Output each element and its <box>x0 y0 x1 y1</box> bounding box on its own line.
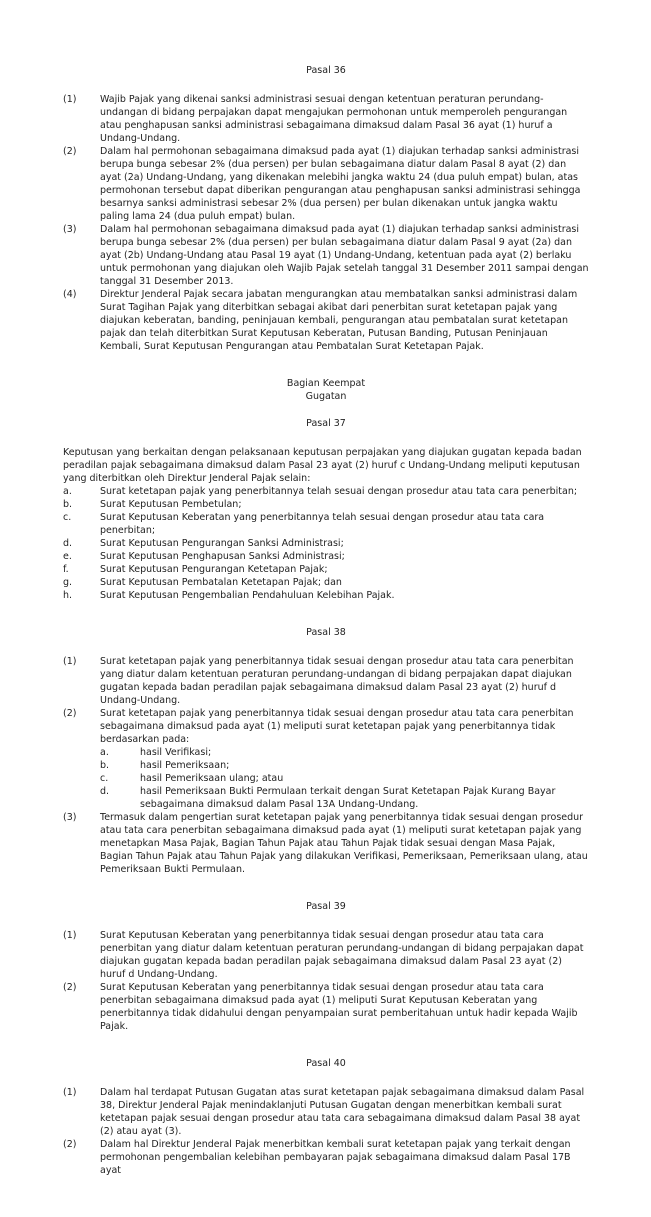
item-text: Surat Keputusan Keberatan yang penerbitannya tidak sesuai dengan prosedur atau tata cara penerbitan yang diatur dalam ketentuan peraturan perundang-undangan di bidang perpajakan dapat diajukan gugatan kepada badan peradilan pajak sebagaimana dimaksud dalam Pasal 23 ayat (2) huruf d Undang-Undang. <box>100 930 584 980</box>
item-letter: a. <box>63 486 72 497</box>
subitem-text: hasil Verifikasi; <box>140 747 212 758</box>
subitem-letter: d. <box>100 786 110 797</box>
item-text: Surat Keputusan Pengurangan Sanksi Administrasi; <box>100 538 344 549</box>
item-letter: f. <box>63 564 69 575</box>
subitem-letter: c. <box>100 773 109 784</box>
part-4-heading-line-2: Gugatan <box>305 391 347 402</box>
article-36-item-1 <box>63 93 589 145</box>
article-37-item-f <box>63 563 589 576</box>
item-number: (4) <box>63 289 77 300</box>
article-37-item-c <box>63 511 589 537</box>
item-number: (2) <box>63 1139 77 1150</box>
article-36-item-3 <box>63 223 589 288</box>
item-text: Termasuk dalam pengertian surat ketetapan pajak yang penerbitannya tidak sesuai dengan prosedur atau tata cara penerbitan sebagaimana dimaksud pada ayat (1) meliputi surat ketetapan pajak yang menetapkan Masa Pajak, Bagian Tahun Pajak atau Tahun Pajak tidak sesuai dengan Masa Pajak, Bagian Tahun Pajak atau Tahun Pajak yang dilakukan Verifikasi, Pemeriksaan, Pemeriksaan ulang, atau Pemeriksaan Bukti Permulaan. <box>100 812 588 875</box>
item-text-group <box>100 707 589 811</box>
article-37-intro: Keputusan yang berkaitan dengan pelaksanaan keputusan perpajakan yang diajukan gugatan kepada badan peradilan pajak sebagaimana dimaksud dalam Pasal 23 ayat (2) huruf c Undang-Undang meliputi keputusan yang diterbitkan oleh Direktur Jenderal Pajak selain: <box>63 447 582 484</box>
item-letter: g. <box>63 577 73 588</box>
item-text: Surat Keputusan Pembatalan Ketetapan Pajak; dan <box>100 577 342 588</box>
item-letter: c. <box>63 512 72 523</box>
article-36-body <box>63 93 589 353</box>
item-text: Surat Keputusan Keberatan yang penerbitannya tidak sesuai dengan prosedur atau tata cara penerbitan sebagaimana dimaksud pada ayat (1) meliputi Surat Keputusan Keberatan yang penerbitannya tidak didahului dengan penyampaian surat pemberitahuan untuk hadir kepada Wajib Pajak. <box>100 982 578 1032</box>
item-number: (2) <box>63 982 77 993</box>
item-number: (1) <box>63 1087 77 1098</box>
item-text: Surat ketetapan pajak yang penerbitannya tidak sesuai dengan prosedur atau tata cara penerbitan sebagaimana dimaksud pada ayat (1) meliputi surat ketetapan pajak yang penerbitannya tidak berdasarkan pada: <box>100 708 574 745</box>
item-text: Surat Keputusan Pembetulan; <box>100 499 242 510</box>
item-text: Surat Keputusan Pengurangan Ketetapan Pajak; <box>100 564 328 575</box>
article-37-item-h <box>63 589 589 602</box>
article-37-heading: Pasal 37 <box>306 418 346 429</box>
article-37-item-a <box>63 485 589 498</box>
item-number: (2) <box>63 708 77 719</box>
article-37-item-b <box>63 498 589 511</box>
article-39-body <box>63 929 589 1033</box>
article-37-item-g <box>63 576 589 589</box>
article-37-body <box>63 446 589 602</box>
article-39-item-1 <box>63 929 589 981</box>
article-36-item-2 <box>63 145 589 223</box>
item-text: Dalam hal permohonan sebagaimana dimaksud pada ayat (1) diajukan terhadap sanksi administrasi berupa bunga sebesar 2% (dua persen) per bulan sebagaimana diatur dalam Pasal 8 ayat (2) dan ayat (2a) Undang-Undang, yang dikenakan melebihi jangka waktu 24 (dua puluh empat) bulan, atas permohonan tersebut dapat diberikan pengurangan atau penghapusan sanksi administrasi sehingga besarnya sanksi administrasi sebesar 2% (dua persen) per bulan dikenakan untuk jangka waktu paling lama 24 (dua puluh empat) bulan. <box>100 146 581 222</box>
subitem-letter: b. <box>100 760 110 771</box>
part-4-heading <box>63 377 589 403</box>
item-text: Direktur Jenderal Pajak secara jabatan mengurangkan atau membatalkan sanksi administrasi dalam Surat Tagihan Pajak yang diterbitkan sebagai akibat dari penerbitan surat ketetapan pajak yang diajukan keberatan, banding, peninjauan kembali, pengurangan atau pembatalan surat ketetapan pajak dan telah diterbitkan Surat Keputusan Keberatan, Putusan Banding, Putusan Peninjauan Kembali, Surat Keputusan Pengurangan atau Pembatalan Surat Ketetapan Pajak. <box>100 289 578 352</box>
item-number: (1) <box>63 94 77 105</box>
article-38-item-2 <box>63 707 589 811</box>
item-text: Surat Keputusan Pengembalian Pendahuluan Kelebihan Pajak. <box>100 590 395 601</box>
item-text: Surat ketetapan pajak yang penerbitannya tidak sesuai dengan prosedur atau tata cara penerbitan yang diatur dalam ketentuan peraturan perundang-undangan di bidang perpajakan dapat diajukan gugatan kepada badan peradilan pajak sebagaimana dimaksud dalam Pasal 23 ayat (2) huruf d Undang-Undang. <box>100 656 574 706</box>
item-number: (3) <box>63 224 77 235</box>
article-38-item-2-sub-b <box>100 759 589 772</box>
article-38-item-2-sub-c <box>100 772 589 785</box>
item-text: Dalam hal Direktur Jenderal Pajak menerbitkan kembali surat ketetapan pajak yang terkait dengan permohonan pengembalian kelebihan pembayaran pajak sebagaimana dimaksud dalam Pasal 17B ayat <box>100 1139 571 1176</box>
article-38-item-2-sub-a <box>100 746 589 759</box>
article-38-heading: Pasal 38 <box>306 627 346 638</box>
item-text: Dalam hal permohonan sebagaimana dimaksud pada ayat (1) diajukan terhadap sanksi administrasi berupa bunga sebesar 2% (dua persen) per bulan sebagaimana diatur dalam Pasal 9 ayat (2a) dan ayat (2b) Undang-Undang atau Pasal 19 ayat (1) Undang-Undang, ketentuan pada ayat (2) berlaku untuk permohonan yang diajukan oleh Wajib Pajak setelah tanggal 31 Desember 2011 sampai dengan tanggal 31 Desember 2013. <box>100 224 589 287</box>
article-38-body <box>63 655 589 876</box>
article-38-item-1 <box>63 655 589 707</box>
subitem-letter: a. <box>100 747 109 758</box>
item-number: (1) <box>63 656 77 667</box>
subitem-text: hasil Pemeriksaan Bukti Permulaan terkait dengan Surat Ketetapan Pajak Kurang Bayar sebagaimana dimaksud dalam Pasal 13A Undang-Undang. <box>140 786 556 810</box>
item-letter: e. <box>63 551 72 562</box>
article-40-heading: Pasal 40 <box>306 1058 346 1069</box>
item-text: Surat ketetapan pajak yang penerbitannya telah sesuai dengan prosedur atau tata cara penerbitan; <box>100 486 578 497</box>
article-40-body <box>63 1086 589 1177</box>
item-number: (3) <box>63 812 77 823</box>
article-40-item-1 <box>63 1086 589 1138</box>
item-text: Surat Keputusan Keberatan yang penerbitannya telah sesuai dengan prosedur atau tata cara penerbitan; <box>100 512 545 536</box>
item-text: Surat Keputusan Penghapusan Sanksi Administrasi; <box>100 551 345 562</box>
subitem-text: hasil Pemeriksaan; <box>140 760 230 771</box>
article-39-heading: Pasal 39 <box>306 901 346 912</box>
item-text: Wajib Pajak yang dikenai sanksi administrasi sesuai dengan ketentuan peraturan perundang-undangan di bidang perpajakan dapat mengajukan permohonan untuk memperoleh pengurangan atau penghapusan sanksi administrasi sebagaimana dimaksud dalam Pasal 36 ayat (1) huruf a Undang-Undang. <box>100 94 568 144</box>
subitem-text: hasil Pemeriksaan ulang; atau <box>140 773 284 784</box>
item-number: (1) <box>63 930 77 941</box>
item-letter: h. <box>63 590 73 601</box>
article-37-item-d <box>63 537 589 550</box>
article-39-item-2 <box>63 981 589 1033</box>
item-letter: b. <box>63 499 73 510</box>
article-37-item-e <box>63 550 589 563</box>
article-38-item-2-sub-d <box>100 785 589 811</box>
part-4-heading-line-1: Bagian Keempat <box>286 378 366 389</box>
article-36-item-4 <box>63 288 589 353</box>
item-text: Dalam hal terdapat Putusan Gugatan atas surat ketetapan pajak sebagaimana dimaksud dalam Pasal 38, Direktur Jenderal Pajak menindaklanjuti Putusan Gugatan dengan menerbitkan kembali surat ketetapan pajak sesuai dengan prosedur atau tata cara sebagaimana dimaksud dalam Pasal 38 ayat (2) atau ayat (3). <box>100 1087 585 1137</box>
article-36-heading: Pasal 36 <box>306 65 346 76</box>
article-40-item-2 <box>63 1138 589 1177</box>
item-number: (2) <box>63 146 77 157</box>
article-38-item-3 <box>63 811 589 876</box>
item-letter: d. <box>63 538 73 549</box>
